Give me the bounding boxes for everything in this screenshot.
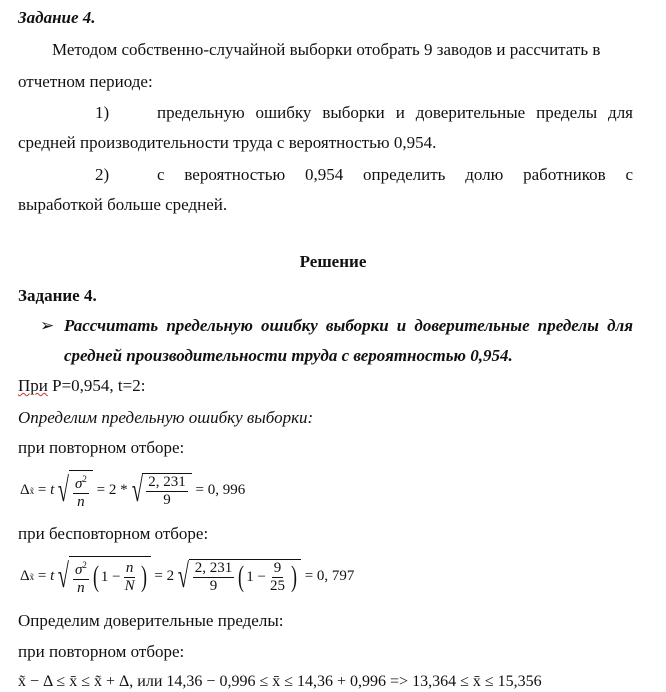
formula1-result: = 0, 996 <box>195 482 246 498</box>
item-1-line2: средней производительности труда с вероятностью 0,954. <box>18 133 437 152</box>
bullet-line1: Рассчитать предельную ошибку выборки и доверительные пределы для <box>64 316 633 335</box>
formula1-denominator: 9 <box>163 491 171 508</box>
formula-nonrepeated: Δ x̃ = t √ $\frac{\sigma^2}{n}$ ( 1 − $\frac{n}{N}$ ) = 2 √ $\frac{2, 231}{9}$ ( 1 − $\frac{9}{25}$ ) = 0, 797 <box>20 557 355 596</box>
formula2-numerator: 2, 231 <box>194 559 233 576</box>
task-intro-line2: отчетном периоде: <box>18 72 153 91</box>
item-2-number: 2) <box>95 165 110 184</box>
formula1-numerator: 2, 231 <box>148 473 186 490</box>
confidence-limits-line: x̃ − Δ ≤ x̄ ≤ x̃ + Δ, или 14,36 − 0,996 ≤ x̄ ≤ 14,36 + 0,996 => 13,364 ≤ x̄ ≤ 15,356 <box>18 673 542 690</box>
N-symbol: N <box>124 577 135 594</box>
step2-text: Определим доверительные пределы: <box>18 611 284 630</box>
task-heading: Задание 4. <box>18 8 96 27</box>
solution-heading: Задание 4. <box>18 286 97 305</box>
delta-subscript: x̃ <box>29 485 35 496</box>
given-values <box>18 376 145 396</box>
sigma-power: 2 <box>82 560 87 570</box>
formula2-N-value: 25 <box>269 577 285 594</box>
sigma-power: 2 <box>82 474 87 484</box>
item-1-number: 1) <box>95 103 110 122</box>
item-2-line1: с вероятностью 0,954 определить долю работников с <box>157 165 633 184</box>
bullet-line2: средней производительности труда с вероятностью 0,954. <box>64 346 513 365</box>
delta-subscript: x̃ <box>29 571 35 582</box>
given-word: При <box>18 376 48 395</box>
repeated-label: при повторном отборе: <box>18 438 185 457</box>
sigma: σ <box>74 476 83 492</box>
n-symbol: n <box>77 494 85 510</box>
one-minus: 1 − <box>100 568 121 585</box>
n-symbol: n <box>77 580 85 596</box>
one-minus: 1 − <box>246 568 266 585</box>
given-rest: P=0,954, t=2: <box>47 376 146 395</box>
formula2-result: = 0, 797 <box>304 568 355 584</box>
formula-repeated: Δ x̃ = t √ $\frac{\sigma^2}{n}$ = 2 * √ $\frac{2, 231}{9}$ = 0, 996 <box>20 471 246 510</box>
solution-title: Решение <box>299 252 367 271</box>
n-symbol: n <box>125 559 134 576</box>
delta-symbol: Δ <box>20 482 30 498</box>
t-symbol: t <box>50 482 55 498</box>
sigma: σ <box>74 562 83 578</box>
formula1-eq: = 2 * <box>96 482 128 498</box>
task-intro-line1: Методом собственно-случайной выборки отобрать 9 заводов и рассчитать в <box>52 40 601 59</box>
delta-symbol: Δ <box>20 568 30 584</box>
item-2-line2: выработкой больше средней. <box>18 195 228 214</box>
formula2-denominator: 9 <box>209 577 218 594</box>
formula2-n-value: 9 <box>273 559 282 576</box>
formula2-eq: = 2 <box>154 568 175 584</box>
arrow-bullet-icon: ➢ <box>40 316 55 335</box>
item-1-line1: предельную ошибку выборки и доверительные пределы для <box>157 103 633 122</box>
repeated-label-2: при повторном отборе: <box>18 642 185 661</box>
step1-text: Определим предельную ошибку выборки: <box>18 408 314 427</box>
nonrepeated-label: при бесповторном отборе: <box>18 524 209 543</box>
t-symbol: t <box>50 568 55 584</box>
